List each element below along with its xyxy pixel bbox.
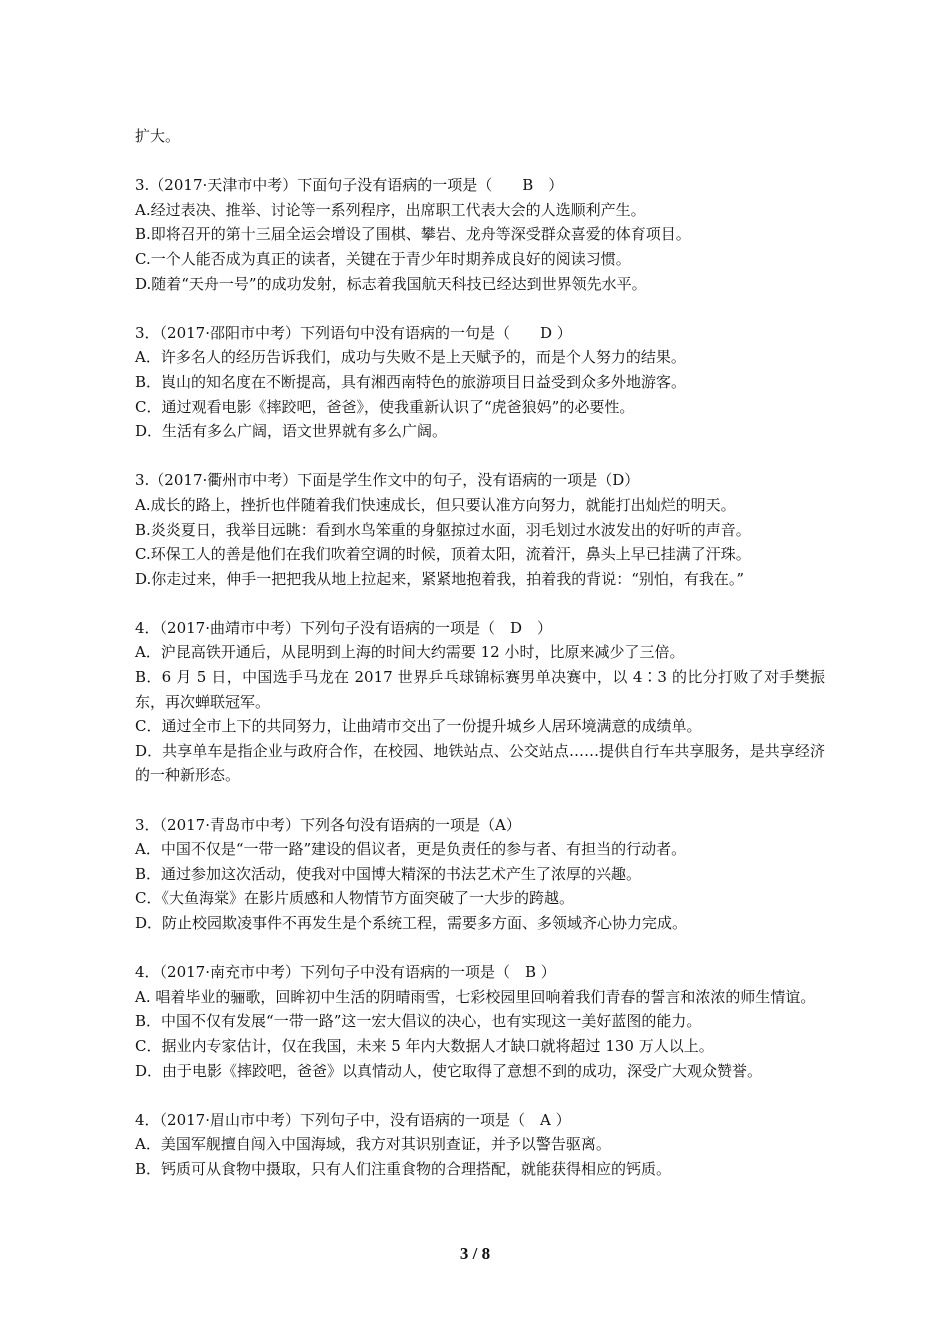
question-block <box>135 1108 825 1182</box>
question-title: 4．（2017·南充市中考）下列句子中没有语病的一项是（ B ） <box>135 963 556 982</box>
question-block <box>135 321 825 444</box>
option-c: C.一个人能否成为真正的读者，关键在于青少年时期养成良好的阅读习惯。 <box>135 249 631 268</box>
question-title: 3．（2017·青岛市中考）下列各句没有语病的一项是（A） <box>135 815 521 834</box>
option-d: D．共享单车是指企业与政府合作，在校园、地铁站点、公交站点……提供自行车共享服务，是共享经济的一种新形态。 <box>135 741 825 785</box>
option-c: C．通过观看电影《摔跤吧，爸爸》，使我重新认识了“虎爸狼妈”的必要性。 <box>135 397 635 416</box>
question-block <box>135 616 825 788</box>
question-title: 4．（2017·曲靖市中考）下列句子没有语病的一项是（ D ） <box>135 618 553 637</box>
option-c: C.环保工人的善是他们在我们吹着空调的时候，顶着太阳，流着汗，鼻头上早已挂满了汗珠。 <box>135 545 751 564</box>
paragraph-gap <box>135 591 825 616</box>
option-a: A．中国不仅是“一带一路”建设的倡议者，更是负责任的参与者、有担当的行动者。 <box>135 840 687 859</box>
option-c: C．《大鱼海棠》在影片质感和人物情节方面突破了一大步的跨越。 <box>135 889 574 908</box>
question-block <box>135 173 825 296</box>
option-c: C．据业内专家估计，仅在我国，未来 5 年内大数据人才缺口就将超过 130 万人以上。 <box>135 1036 714 1055</box>
option-b: B．中国不仅有发展“一带一路”这一宏大倡议的决心，也有实现这一美好蓝图的能力。 <box>135 1012 702 1031</box>
document-body <box>135 124 825 1182</box>
option-a: A.成长的路上，挫折也伴随着我们快速成长，但只要认准方向努力，就能打出灿烂的明天。 <box>135 495 736 514</box>
continuation-text: 扩大。 <box>135 127 181 145</box>
paragraph-gap <box>135 1083 825 1108</box>
option-d: D．由于电影《摔跤吧，爸爸》以真情动人，使它取得了意想不到的成功，深受广大观众赞誉。 <box>135 1061 763 1080</box>
question-title: 3．（2017·邵阳市中考）下列语句中没有语病的一句是（ D ） <box>135 323 572 342</box>
question-block <box>135 960 825 1083</box>
option-a: A.经过表决、推举、讨论等一系列程序，出席职工代表大会的人选顺利产生。 <box>135 200 646 219</box>
option-a: A．许多名人的经历告诉我们，成功与失败不是上天赋予的，而是个人努力的结果。 <box>135 348 686 367</box>
paragraph-gap <box>135 936 825 961</box>
question-block <box>135 468 825 591</box>
paragraph-gap <box>135 788 825 813</box>
option-a: A．沪昆高铁开通后，从昆明到上海的时间大约需要 12 小时，比原来减少了三倍。 <box>135 643 685 662</box>
option-d: D.随着“天舟一号”的成功发射，标志着我国航天科技已经达到世界领先水平。 <box>135 274 647 293</box>
paragraph-gap <box>135 296 825 321</box>
option-b: B．崀山的知名度在不断提高，具有湘西南特色的旅游项目日益受到众多外地游客。 <box>135 372 687 391</box>
option-d: D.你走过来，伸手一把把我从地上拉起来，紧紧地抱着我，拍着我的背说：“别怕，有我在。” <box>135 569 745 588</box>
option-b: B.炎炎夏日，我举目远眺：看到水鸟笨重的身躯掠过水面，羽毛划过水波发出的好听的声音。 <box>135 520 751 539</box>
question-block <box>135 813 825 936</box>
question-title: 4．（2017·眉山市中考）下列句子中，没有语病的一项是（ A ） <box>135 1110 571 1129</box>
option-d: D．生活有多么广阔，语文世界就有多么广阔。 <box>135 422 448 441</box>
option-d: D．防止校园欺凌事件不再发生是个系统工程，需要多方面、多领域齐心协力完成。 <box>135 914 688 932</box>
option-b: B．6 月 5 日，中国选手马龙在 2017 世界乒乓球锦标赛男单决赛中，以 4∶3 的比分打败了对手樊振东，再次蝉联冠军。 <box>135 668 825 711</box>
option-b: B．通过参加这次活动，使我对中国博大精深的书法艺术产生了浓厚的兴趣。 <box>135 864 642 883</box>
option-b: B．钙质可从食物中摄取，只有人们注重食物的合理搭配，就能获得相应的钙质。 <box>135 1159 672 1178</box>
option-a: A. 唱着毕业的骊歌，回眸初中生活的阴晴雨雪，七彩校园里回响着我们青春的誓言和浓浓的师生情谊。 <box>135 987 816 1006</box>
option-c: C．通过全市上下的共同努力，让曲靖市交出了一份提升城乡人居环境满意的成绩单。 <box>135 717 702 736</box>
paragraph-gap <box>135 444 825 469</box>
page-number: 3 / 8 <box>459 1244 491 1263</box>
question-title: 3.（2017·衢州市中考）下面是学生作文中的句子，没有语病的一项是（D） <box>135 471 640 490</box>
paragraph-gap <box>135 149 825 174</box>
option-b: B.即将召开的第十三届全运会增设了围棋、攀岩、龙舟等深受群众喜爱的体育项目。 <box>135 225 691 244</box>
option-a: A．美国军舰擅自闯入中国海域，我方对其识别查证，并予以警告驱离。 <box>135 1135 611 1154</box>
question-title: 3.（2017·天津市中考）下面句子没有语病的一项是（ B ） <box>135 176 564 195</box>
